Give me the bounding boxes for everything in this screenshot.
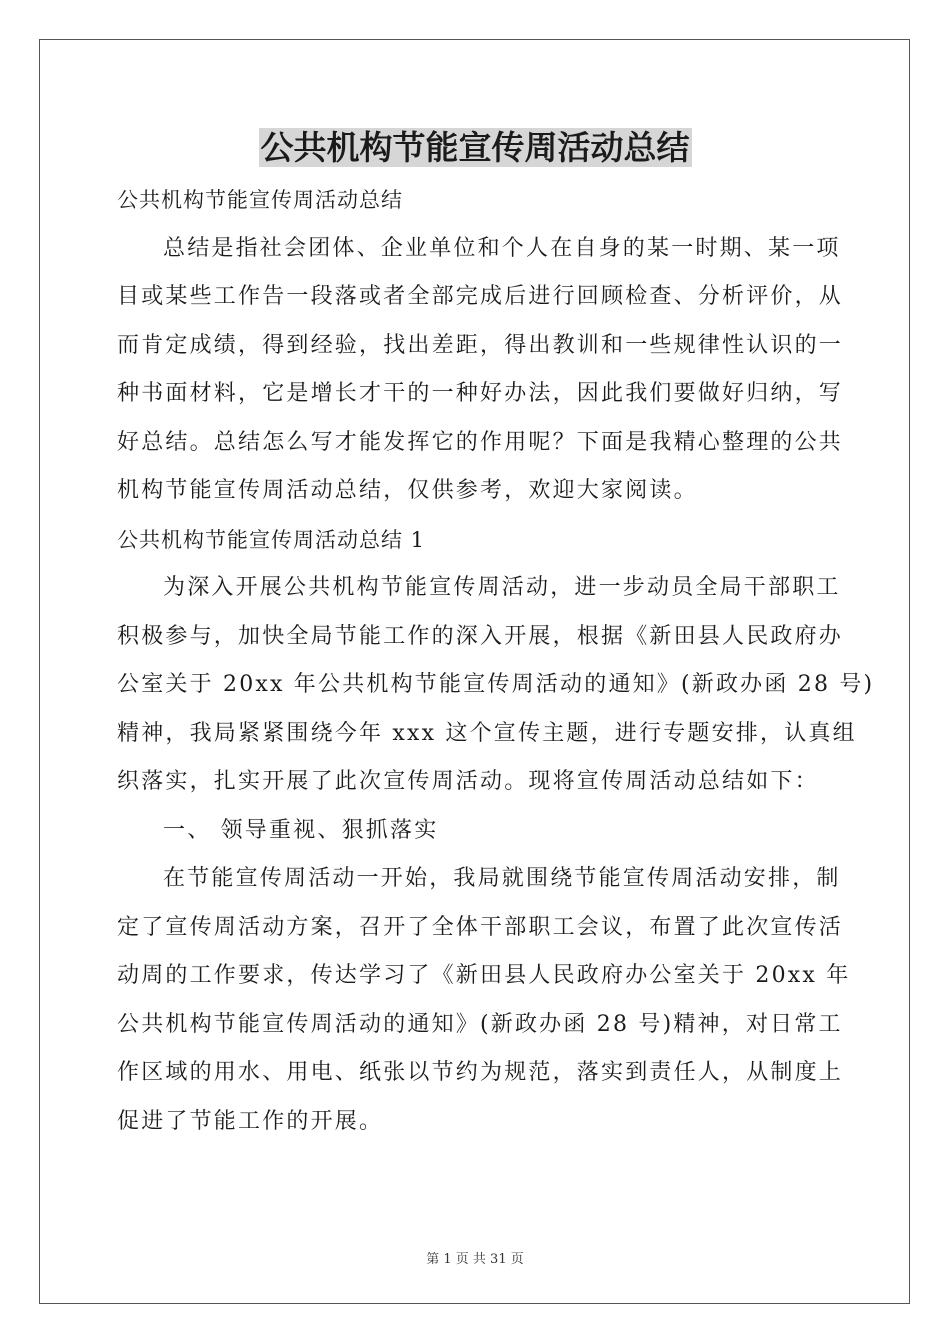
text-line: 为深入开展公共机构节能宣传周活动，进一步动员全局干部职工: [163, 575, 841, 600]
heading-1: 一、 领导重视、狠抓落实: [163, 817, 439, 843]
document-title-text: 公共机构节能宣传周活动总结: [260, 128, 690, 167]
text-line: 公共机构节能宣传周活动的通知》(新政办函 28 号)精神，对日常工: [117, 1011, 843, 1037]
text-line: 公室关于 20xx 年公共机构节能宣传周活动的通知》(新政办函 28 号): [117, 672, 875, 697]
text-line: 织落实，扎实开展了此次宣传周活动。现将宣传周活动总结如下：: [117, 769, 819, 794]
text-line: 目或某些工作告一段落或者全部完成后进行回顾检查、分析评价，从: [117, 284, 844, 309]
text-line: 动周的工作要求，传达学习了《新田县人民政府办公室关于 20xx 年: [117, 963, 851, 988]
text-line: 积极参与，加快全局节能工作的深入开展，根据《新田县人民政府办: [117, 623, 844, 649]
text-line: 定了宣传周活动方案，召开了全体干部职工会议，布置了此次宣传活: [117, 914, 844, 940]
text-line: 精神，我局紧紧围绕今年 xxx 这个宣传主题，进行专题安排，认真组: [117, 720, 857, 746]
section-title: 公共机构节能宣传周活动总结 1: [117, 527, 426, 552]
document-subtitle: 公共机构节能宣传周活动总结: [117, 188, 403, 212]
paragraph-1: [117, 564, 875, 807]
document-title: [0, 126, 950, 170]
text-line: 总结是指社会团体、企业单位和个人在自身的某一时期、某一项: [163, 235, 841, 261]
text-line: 促进了节能工作的开展。: [117, 1108, 384, 1134]
text-line: 而肯定成绩，得到经验，找出差距，得出教训和一些规律性认识的一: [117, 332, 844, 358]
text-line: 好总结。总结怎么写才能发挥它的作用呢？下面是我精心整理的公共: [117, 429, 844, 455]
text-line: 机构节能宣传周活动总结，仅供参考，欢迎大家阅读。: [117, 478, 698, 503]
page-footer: 第 1 页 共 31 页: [426, 1252, 524, 1267]
text-line: 作区域的用水、用电、纸张以节约为规范，落实到责任人，从制度上: [117, 1060, 844, 1085]
text-line: 种书面材料，它是增长才干的一种好办法，因此我们要做好归纳，写: [117, 381, 844, 406]
text-line: 在节能宣传周活动一开始，我局就围绕节能宣传周活动安排，制: [163, 866, 841, 891]
paragraph-2: [117, 855, 851, 1146]
document-body: [117, 176, 875, 1146]
intro-paragraph: [117, 225, 844, 516]
